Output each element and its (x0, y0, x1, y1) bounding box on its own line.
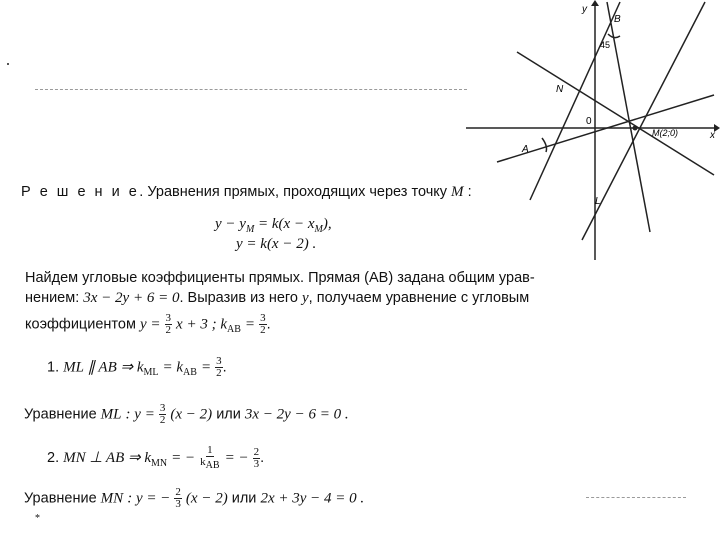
angle-arc-a (542, 138, 547, 152)
label-angle: 45 (600, 40, 611, 50)
line-ab (530, 2, 620, 200)
equation-1: $y - y_M = k(x - x_M)$, (215, 216, 332, 235)
point-m-dot (633, 126, 638, 131)
divider-bottom (586, 497, 686, 498)
fraction-3-2: $\frac{3}{2}$ (165, 312, 172, 336)
label-a: A (522, 144, 529, 155)
line-ml-equation: Уравнение ML : y = $\frac{3}{2}$ (x − 2) или 3x − 2y − 6 = 0 . (24, 402, 349, 426)
divider-top (35, 89, 467, 90)
solution-intro-line (21, 184, 472, 201)
solution-heading: Р е ш е н и е (21, 184, 140, 200)
label-y: y (582, 4, 587, 15)
fraction-2-3: $\frac{2}{3}$ (253, 445, 260, 470)
label-b: B (614, 14, 621, 25)
fraction-ml: $\frac{3}{2}$ (159, 402, 166, 426)
intro-colon: : (467, 184, 472, 200)
label-m: M(2;0) (652, 128, 679, 138)
solution-intro: . Уравнения прямых, проходящих через точку (139, 184, 448, 200)
fraction-3-2-b: $\frac{3}{2}$ (260, 312, 266, 336)
paragraph-1-line-1: Найдем угловые коэффициенты прямых. Прямая (AB) задана общим урав- (25, 270, 535, 286)
stray-dot (7, 63, 9, 65)
stray-mark: * (35, 513, 40, 524)
fraction-1-kab: $\frac{1}{k_{AB}}$ (200, 444, 220, 472)
item-1: 1. ML ∥ AB ⇒ $k_{ML} = k_{AB}$ = $\frac{3}{2}$ . (47, 355, 227, 379)
paragraph-1-line-2: нением: 3x − 2y + 6 = 0. Выразив из него y, получаем уравнение с угловым (25, 290, 530, 306)
label-origin: 0 (586, 116, 592, 127)
line-mn-equation: Уравнение MN : y = − $\frac{2}{3}$ (x − 2) или 2x + 3y − 4 = 0 . (24, 486, 365, 510)
general-equation: 3x − 2y + 6 = 0 (83, 290, 180, 306)
point-m: M (451, 184, 464, 200)
y-arrow-icon (591, 0, 599, 6)
equation-2: y = k(x − 2) . (236, 236, 317, 252)
item-2: 2. MN ⊥ AB ⇒ $k_{MN}$ = − $\frac{1}{k_{AB}}$ = − $\frac{2}{3}$ . (47, 444, 265, 472)
fraction-mn: $\frac{2}{3}$ (175, 486, 181, 510)
paragraph-1-line-3: коэффициентом y = $\frac{3}{2}$ x + 3 ; $k_{AB}$ = $\frac{3}{2}$ . (25, 312, 271, 336)
label-x: x (710, 130, 715, 141)
label-l: L (595, 196, 601, 207)
label-n: N (556, 84, 564, 95)
line-mn (517, 52, 714, 175)
fraction-item-1: $\frac{3}{2}$ (216, 355, 222, 379)
coordinate-figure (462, 0, 720, 262)
